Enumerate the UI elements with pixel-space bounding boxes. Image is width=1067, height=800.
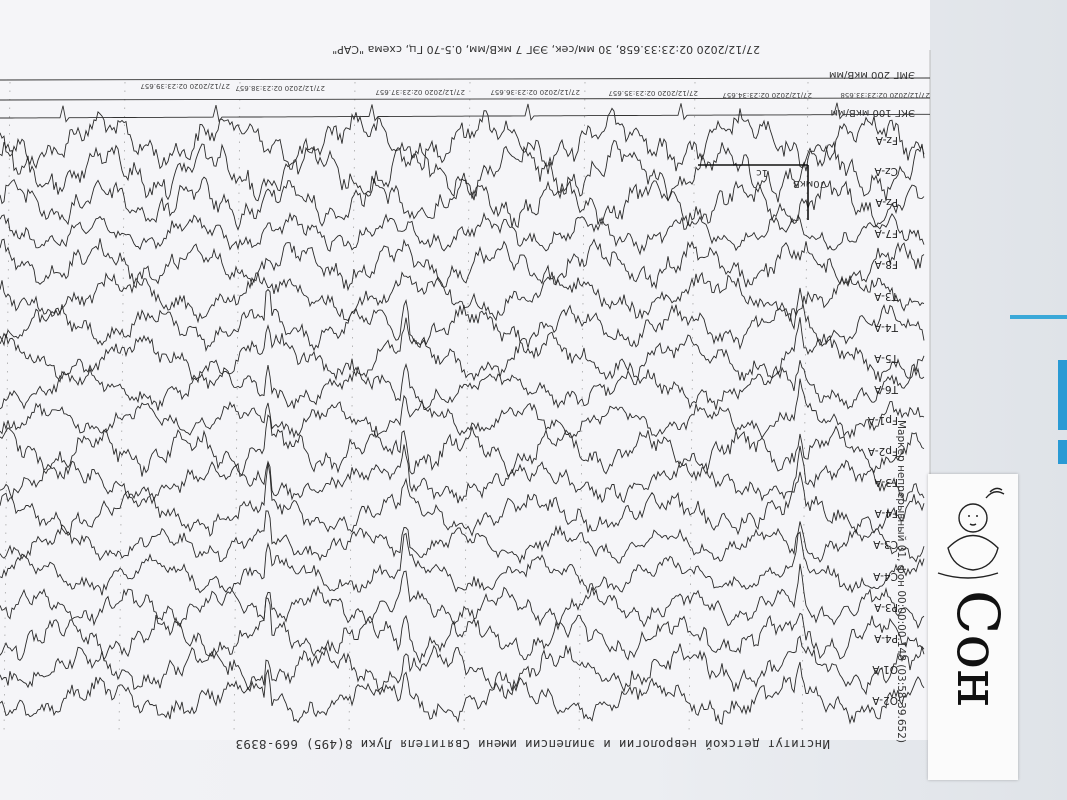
timestamp: 27/12/2020 02:23:38.657 [235,84,325,92]
marker-note: Маркер непрерывный 01, фон 00:00:00.148 (03:58:39.652) [895,420,907,743]
timestamp: 27/12/2020 02:23:33.658 [840,91,930,99]
channel-label-c3-a: C3-A [873,538,898,550]
baby-illustration-icon [928,478,1018,588]
emg-channel-label: ЭМГ 200 мкВ/мм [828,69,915,80]
channel-label-pz-a: Pz-A [875,196,898,208]
channel-label-t4-a: T4-A [874,321,898,333]
channel-label-fp2-a: Fp2-A [867,445,898,457]
timestamp: 27/12/2020 02:23:36.657 [490,88,580,96]
channel-label-p3-a: P3-A [874,601,898,613]
channel-label-t6-a: T6-A [874,383,898,395]
wall-poster-block [1058,360,1067,430]
time-scale-label: 1с [756,167,768,178]
channel-label-f7-a: F7-A [874,227,898,239]
channel-label-cz-a: Cz-A [874,165,898,177]
channel-label-fp1-a: Fp1-A [867,414,898,426]
channel-label-f4-a: F4-A [874,507,898,519]
channel-label-o2-a: O2-A [872,694,898,706]
timestamp: 27/12/2020 02:23:39.657 [140,82,230,90]
wall-poster-stripe [1010,315,1067,319]
wall-poster-block [1058,440,1067,464]
channel-label-f8-a: F8-A [874,258,898,270]
amplitude-scale-label: 70мкВ [792,178,826,189]
timestamp: 27/12/2020 02:23:35.657 [608,89,698,97]
channel-label-p4-a: P4-A [874,632,898,644]
recording-info: 27/12/2020 02:23:33.658, 30 мм/сек, ЭЭГ 7 мкВ/мм, 0.5-70 Гц, схема "САР" [332,43,760,56]
institute-footer: Институт детской неврологии и эпилепсии имени Святителя Луки 8(495) 669-8393 [235,737,830,752]
channel-label-t5-a: T5-A [874,352,898,364]
channel-label-o1-a: O1-A [872,663,898,675]
timestamp: 27/12/2020 02:23:37.657 [375,88,465,96]
sleep-label: Сон [944,590,1012,708]
timestamp: 27/12/2020 02:23:34.657 [722,91,812,99]
channel-label-c4-a: C4-A [873,570,898,582]
ecg-channel-label: ЭКГ 100 мкВ/мм [830,107,915,118]
channel-label-fz-a: Fz-A [875,134,898,146]
channel-label-f3-a: F3-A [874,476,898,488]
channel-label-t3-a: T3-A [874,290,898,302]
